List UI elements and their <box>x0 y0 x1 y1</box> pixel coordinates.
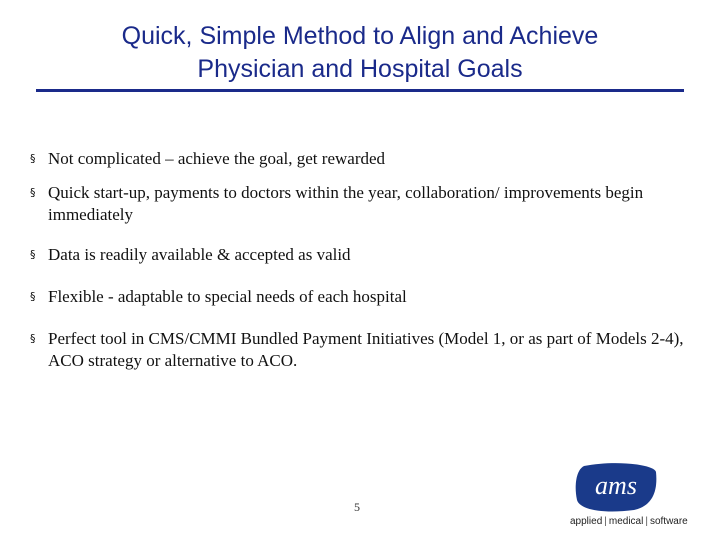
bullet-item <box>30 244 700 266</box>
bullet-item <box>30 286 700 308</box>
page-number: 5 <box>354 500 360 514</box>
bullet-item <box>30 148 700 170</box>
tagline-applied: applied <box>570 516 603 527</box>
bullet-marker: § <box>30 152 36 165</box>
bullet-text: Not complicated – achieve the goal, get rewarded <box>48 149 386 168</box>
bullet-marker: § <box>30 332 36 345</box>
title-line-2: Physician and Hospital Goals <box>197 55 523 83</box>
ams-logo-icon <box>574 462 658 512</box>
logo-wordmark: ams <box>595 471 637 500</box>
bullet-text: Data is readily available & accepted as valid <box>48 245 351 264</box>
bullet-marker: § <box>30 186 36 199</box>
bullet-marker: § <box>30 290 36 303</box>
tagline-software: software <box>649 516 688 527</box>
logo-tagline <box>570 516 688 527</box>
bullet-item <box>30 328 700 372</box>
title-line-1: Quick, Simple Method to Align and Achieve <box>121 22 599 50</box>
bullet-text: Flexible - adaptable to special needs of each hospital <box>48 287 407 306</box>
bullet-item <box>30 182 700 226</box>
tagline-separator: | <box>645 516 648 527</box>
bullet-text: Perfect tool in CMS/CMMI Bundled Payment Initiatives (Model 1, or as part of Models 2-4), ACO strategy or alternative to ACO. <box>48 329 684 370</box>
title-divider <box>36 89 684 92</box>
tagline-medical: medical <box>608 516 644 527</box>
bullet-list <box>30 148 700 372</box>
tagline-separator: | <box>604 516 607 527</box>
bullet-text: Quick start-up, payments to doctors within the year, collaboration/ improvements begin immediately <box>48 183 644 224</box>
bullet-marker: § <box>30 248 36 261</box>
slide-title <box>30 20 690 86</box>
